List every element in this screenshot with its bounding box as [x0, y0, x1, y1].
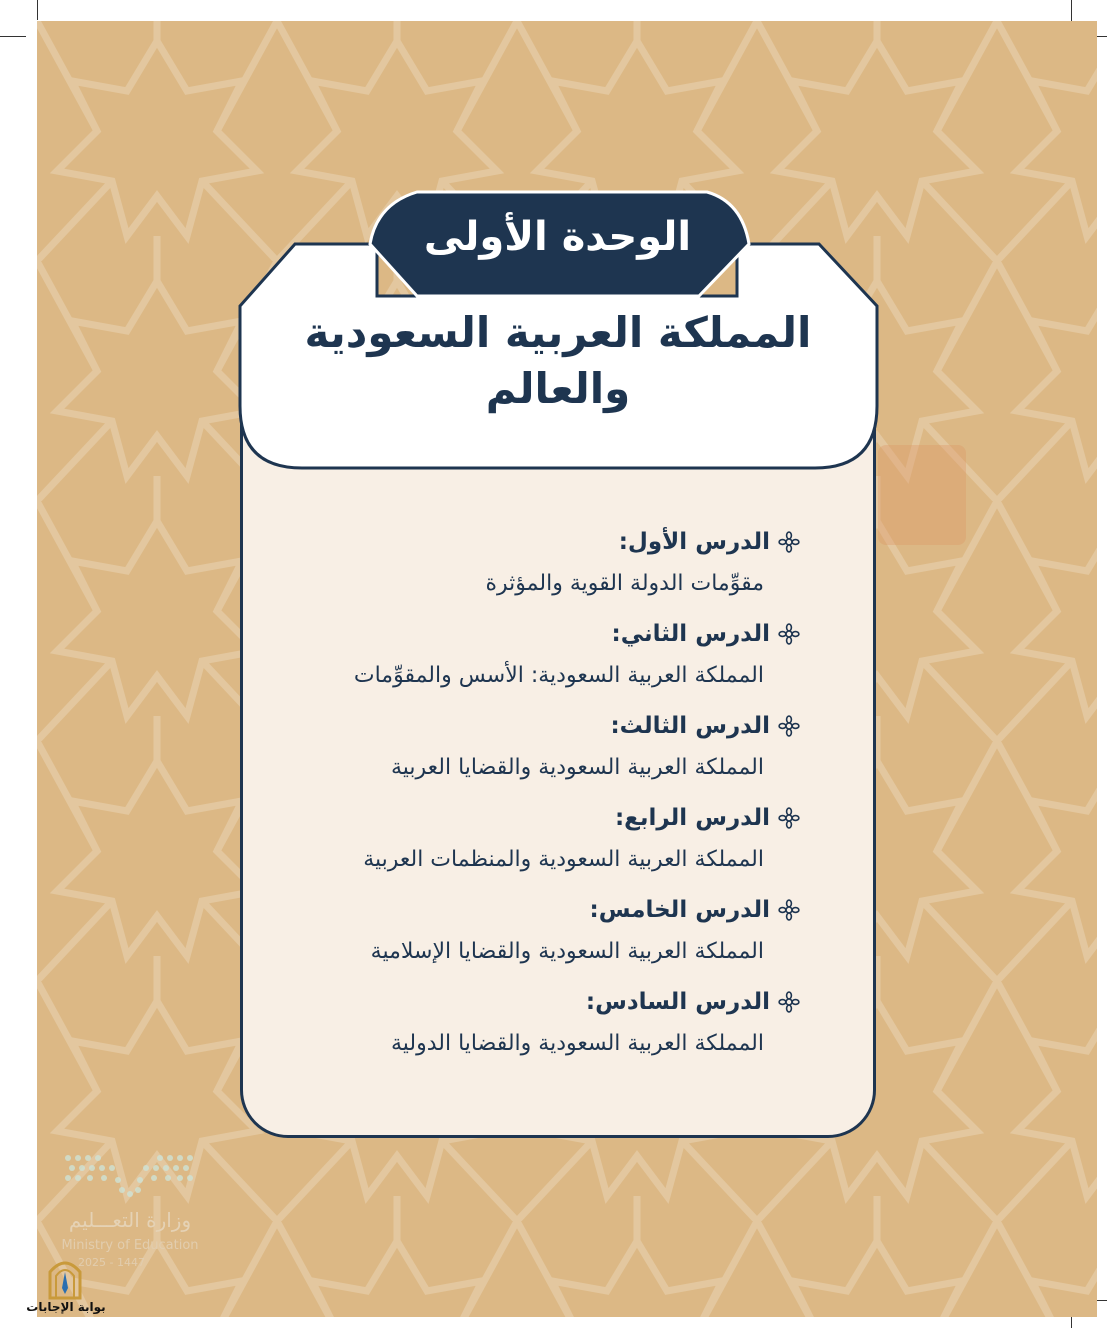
lesson-list: [300, 522, 800, 1074]
flower-ornament-icon: [778, 991, 800, 1013]
ministry-name-en: Ministry of Education: [61, 1238, 199, 1253]
lesson-title: المملكة العربية السعودية والقضايا الدولية: [390, 1031, 764, 1056]
flower-ornament-icon: [778, 623, 800, 645]
flower-ornament-icon: [778, 715, 800, 737]
lesson-heading: الدرس الثالث:: [610, 713, 770, 739]
lesson-title: المملكة العربية السعودية والقضايا الإسلامية: [370, 939, 764, 964]
lesson-title: المملكة العربية السعودية والمنظمات العربية: [363, 847, 764, 872]
list-item: [300, 890, 800, 974]
unit-title-line1: المملكة العربية السعودية: [304, 308, 812, 357]
list-item: [300, 982, 800, 1066]
list-item: [300, 706, 800, 790]
ministry-logo-icon: [60, 1152, 200, 1202]
portal-label: بوابة الإجابات: [26, 1300, 106, 1314]
watermark-stamp: [878, 445, 966, 545]
lesson-heading: الدرس الرابع:: [614, 805, 770, 831]
unit-title-line2: والعالم: [485, 364, 631, 413]
lesson-heading: الدرس الأول:: [618, 529, 770, 555]
unit-title: [260, 305, 856, 417]
flower-ornament-icon: [778, 531, 800, 553]
lesson-title: المملكة العربية السعودية والقضايا العربية: [390, 755, 764, 780]
unit-label: الوحدة الأولى: [423, 214, 692, 260]
lesson-heading: الدرس الخامس:: [589, 897, 770, 923]
lesson-title: المملكة العربية السعودية: الأسس والمقوِّمات: [353, 663, 764, 688]
ministry-year: 2025 - 1447: [78, 1256, 145, 1269]
crop-mark: [0, 36, 26, 37]
list-item: [300, 798, 800, 882]
list-item: [300, 614, 800, 698]
flower-ornament-icon: [778, 899, 800, 921]
lesson-heading: الدرس الثاني:: [611, 621, 770, 647]
list-item: [300, 522, 800, 606]
flower-ornament-icon: [778, 807, 800, 829]
lesson-title: مقوِّمات الدولة القوية والمؤثرة: [485, 571, 764, 596]
crop-mark: [1071, 0, 1072, 22]
lesson-heading: الدرس السادس:: [585, 989, 770, 1015]
ministry-name-ar: وزارة التعـــليم: [68, 1208, 192, 1232]
portal-logo-icon: [44, 1254, 86, 1300]
crop-mark: [37, 0, 38, 20]
